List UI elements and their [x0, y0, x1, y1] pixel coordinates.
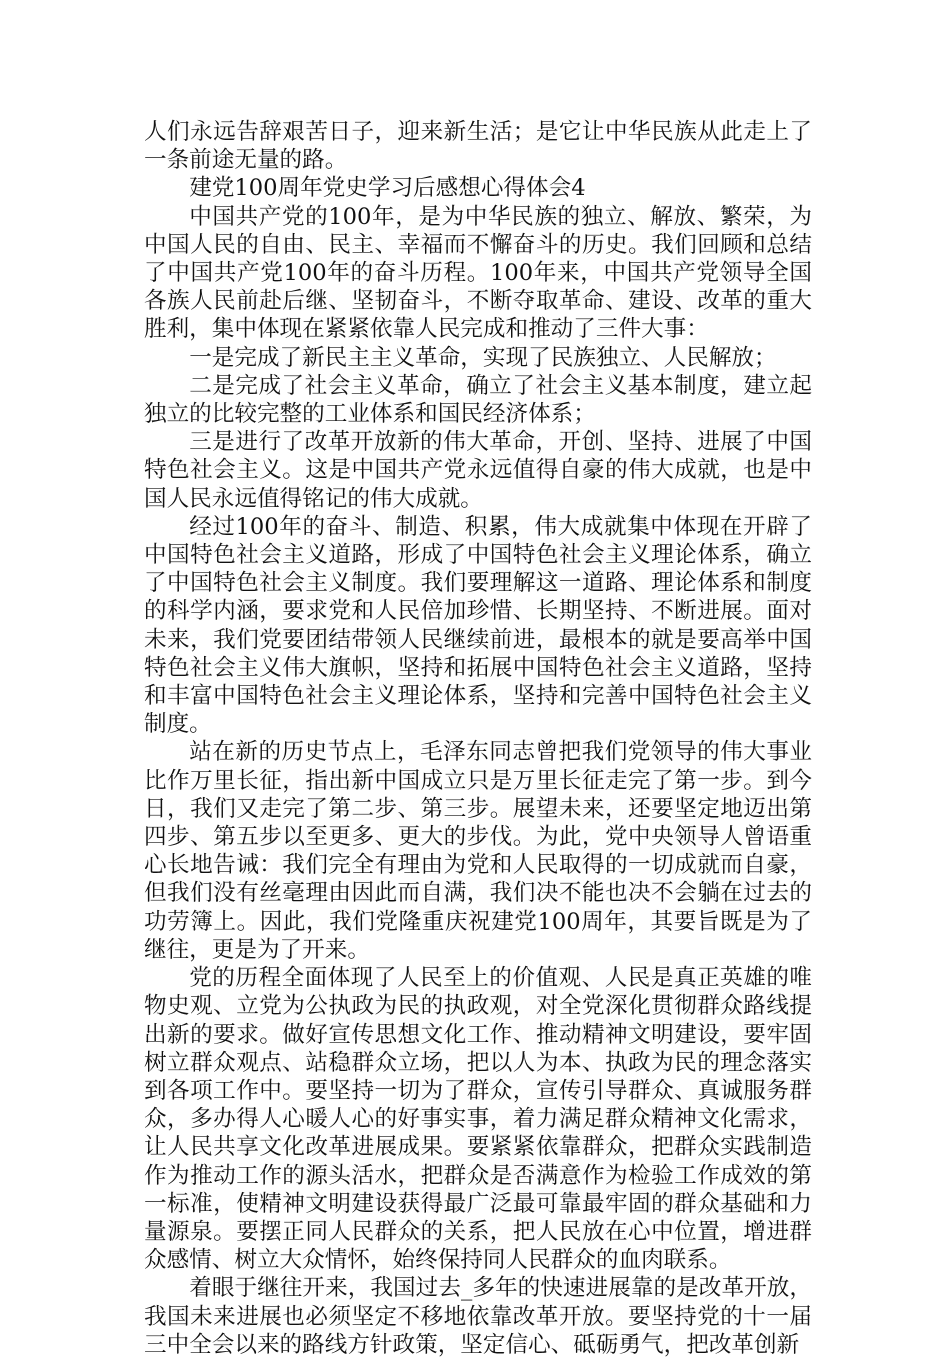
document-body — [144, 118, 812, 1359]
section-heading: 建党100周年党史学习后感想心得体会4 — [189, 175, 586, 202]
paragraph-3: 中国共产党的100年，是为中华民族的独立、解放、繁荣，为中国人民的自由、民主、幸福而不懈奋斗的历史。我们回顾和总结了中国共产党100年的奋斗历程。100年来，中国共产党领导全国各族人民前赴后继、坚韧奋斗，不断夺取革命、建设、改革的重大胜利，集中体现在紧紧依靠人民完成和推动了三件大事： — [144, 203, 812, 343]
paragraph-5: 二是完成了社会主义革命，确立了社会主义基本制度，建立起独立的比较完整的工业体系和国民经济体系； — [144, 372, 812, 428]
paragraph-10: 着眼于继往开来，我国过去_多年的快速进展靠的是改革开放，我国未来进展也必须坚定不移地依靠改革开放。要坚持党的十一届三中全会以来的路线方针政策，坚定信心、砥砺勇气，把改革创新 — [144, 1275, 812, 1358]
paragraph-9: 党的历程全面体现了人民至上的价值观、人民是真正英雄的唯物史观、立党为公执政为民的执政观，对全党深化贯彻群众路线提出新的要求。做好宣传思想文化工作、推动精神文明建设，要牢固树立群众观点、站稳群众立场，把以人为本、执政为民的理念落实到各项工作中。要坚持一切为了群众，宣传引导群众、真诚服务群众，多办得人心暖人心的好事实事，着力满足群众精神文化需求，让人民共享文化改革进展成果。要紧紧依靠群众，把群众实践制造作为推动工作的源头活水，把群众是否满意作为检验工作成效的第一标准，使精神文明建设获得最广泛最可靠最牢固的群众基础和力量源泉。要摆正同人民群众的关系，把人民放在心中位置，增进群众感情、树立大众情怀，始终保持同人民群众的血肉联系。 — [144, 965, 812, 1274]
paragraph-8: 站在新的历史节点上，毛泽东同志曾把我们党领导的伟大事业比作万里长征，指出新中国成立只是万里长征走完了第一步。到今日，我们又走完了第二步、第三步。展望未来，还要坚定地迈出第四步、第五步以至更多、更大的步伐。为此，党中央领导人曾语重心长地告诫：我们完全有理由为党和人民取得的一切成就而自豪，但我们没有丝毫理由因此而自满，我们决不能也决不会躺在过去的功劳簿上。因此，我们党隆重庆祝建党100周年，其要旨既是为了继往，更是为了开来。 — [144, 739, 812, 963]
paragraph-1: 人们永远告辞艰苦日子，迎来新生活；是它让中华民族从此走上了一条前途无量的路。 — [144, 119, 812, 174]
paragraph-6: 三是进行了改革开放新的伟大革命，开创、坚持、进展了中国特色社会主义。这是中国共产党永远值得自豪的伟大成就，也是中国人民永远值得铭记的伟大成就。 — [144, 429, 812, 512]
paragraph-4: 一是完成了新民主主义革命，实现了民族独立、人民解放； — [189, 344, 777, 371]
paragraph-7: 经过100年的奋斗、制造、积累，伟大成就集中体现在开辟了中国特色社会主义道路，形成了中国特色社会主义理论体系，确立了中国特色社会主义制度。我们要理解这一道路、理论体系和制度的科学内涵，要求党和人民倍加珍惜、长期坚持、不断进展。面对未来，我们党要团结带领人民继续前进，最根本的就是要高举中国特色社会主义伟大旗帜，坚持和拓展中国特色社会主义道路，坚持和丰富中国特色社会主义理论体系，坚持和完善中国特色社会主义制度。 — [144, 513, 812, 738]
